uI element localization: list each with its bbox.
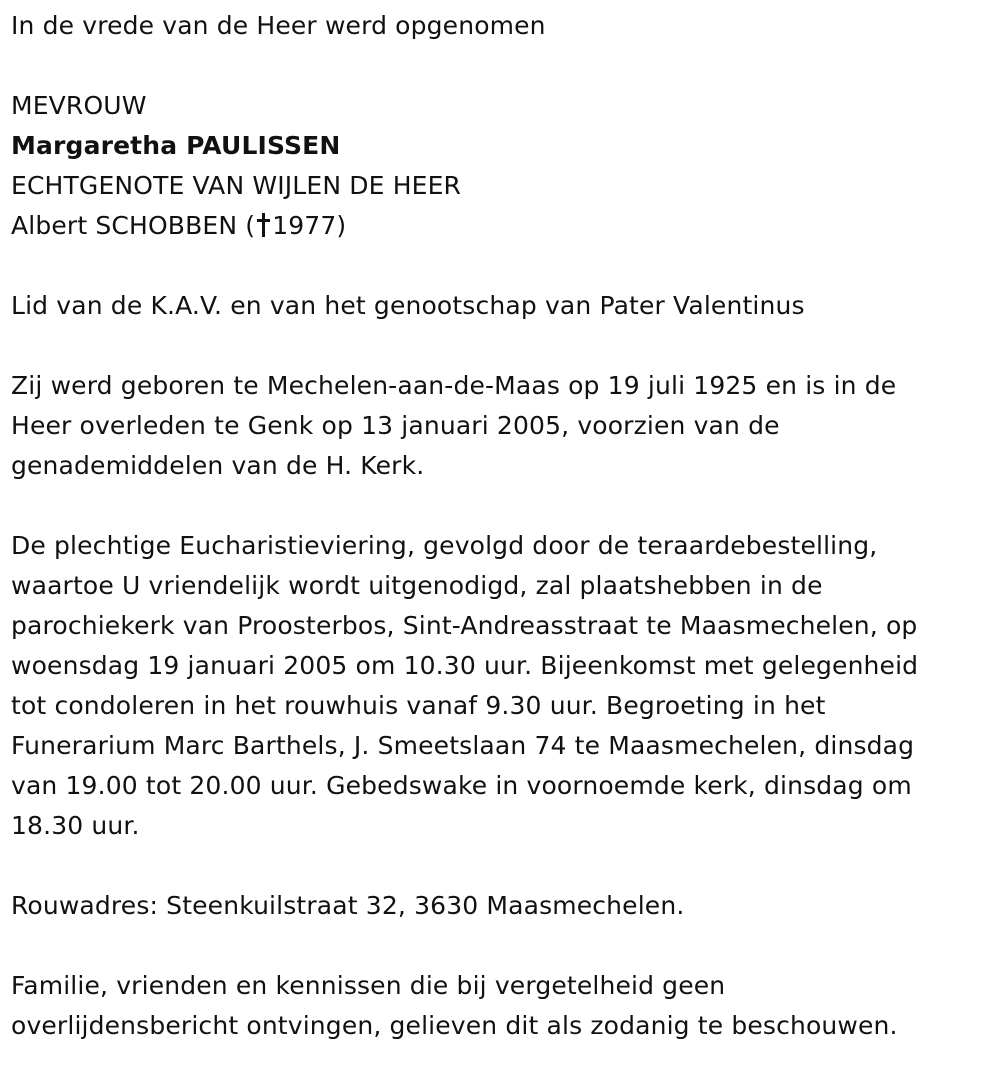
paragraph-line: Funerarium Marc Barthels, J. Smeetslaan 74 te Maasmechelen, dinsdag	[11, 731, 915, 760]
intro-text: In de vrede van de Heer werd opgenomen	[11, 11, 546, 40]
ceremony-paragraph	[11, 526, 986, 846]
spacer	[11, 246, 986, 286]
birth-death-paragraph	[11, 366, 986, 486]
deceased-name: Margaretha PAULISSEN	[11, 131, 341, 160]
obituary-notice	[11, 6, 986, 1046]
spouse-name: Albert SCHOBBEN (	[11, 211, 256, 240]
closing-paragraph	[11, 966, 986, 1046]
spacer	[11, 326, 986, 366]
cross-icon	[257, 213, 269, 237]
spacer	[11, 846, 986, 886]
honorific-title: MEVROUW	[11, 91, 147, 120]
paragraph-line: parochiekerk van Proosterbos, Sint-Andreasstraat te Maasmechelen, op	[11, 611, 918, 640]
paragraph-line: De plechtige Eucharistieviering, gevolgd door de teraardebestelling,	[11, 531, 878, 560]
paragraph-line: tot condoleren in het rouwhuis vanaf 9.30 uur. Begroeting in het	[11, 691, 826, 720]
spacer	[11, 46, 986, 86]
paragraph-line: woensdag 19 januari 2005 om 10.30 uur. Bijeenkomst met gelegenheid	[11, 651, 919, 680]
paragraph-line: Zij werd geboren te Mechelen-aan-de-Maas op 19 juli 1925 en is in de	[11, 371, 897, 400]
paragraph-line: genademiddelen van de H. Kerk.	[11, 451, 425, 480]
spouse-death-year: 1977)	[272, 211, 347, 240]
spacer	[11, 926, 986, 966]
membership-text: Lid van de K.A.V. en van het genootschap van Pater Valentinus	[11, 291, 805, 320]
paragraph-line: 18.30 uur.	[11, 811, 140, 840]
paragraph-line: Heer overleden te Genk op 13 januari 2005, voorzien van de	[11, 411, 780, 440]
paragraph-line: overlijdensbericht ontvingen, gelieven dit als zodanig te beschouwen.	[11, 1011, 898, 1040]
relation-text: ECHTGENOTE VAN WIJLEN DE HEER	[11, 171, 462, 200]
mourning-address: Rouwadres: Steenkuilstraat 32, 3630 Maasmechelen.	[11, 891, 685, 920]
paragraph-line: Familie, vrienden en kennissen die bij vergetelheid geen	[11, 971, 726, 1000]
spacer	[11, 486, 986, 526]
spouse-line	[11, 206, 986, 246]
paragraph-line: van 19.00 tot 20.00 uur. Gebedswake in voornoemde kerk, dinsdag om	[11, 771, 912, 800]
paragraph-line: waartoe U vriendelijk wordt uitgenodigd, zal plaatshebben in de	[11, 571, 823, 600]
